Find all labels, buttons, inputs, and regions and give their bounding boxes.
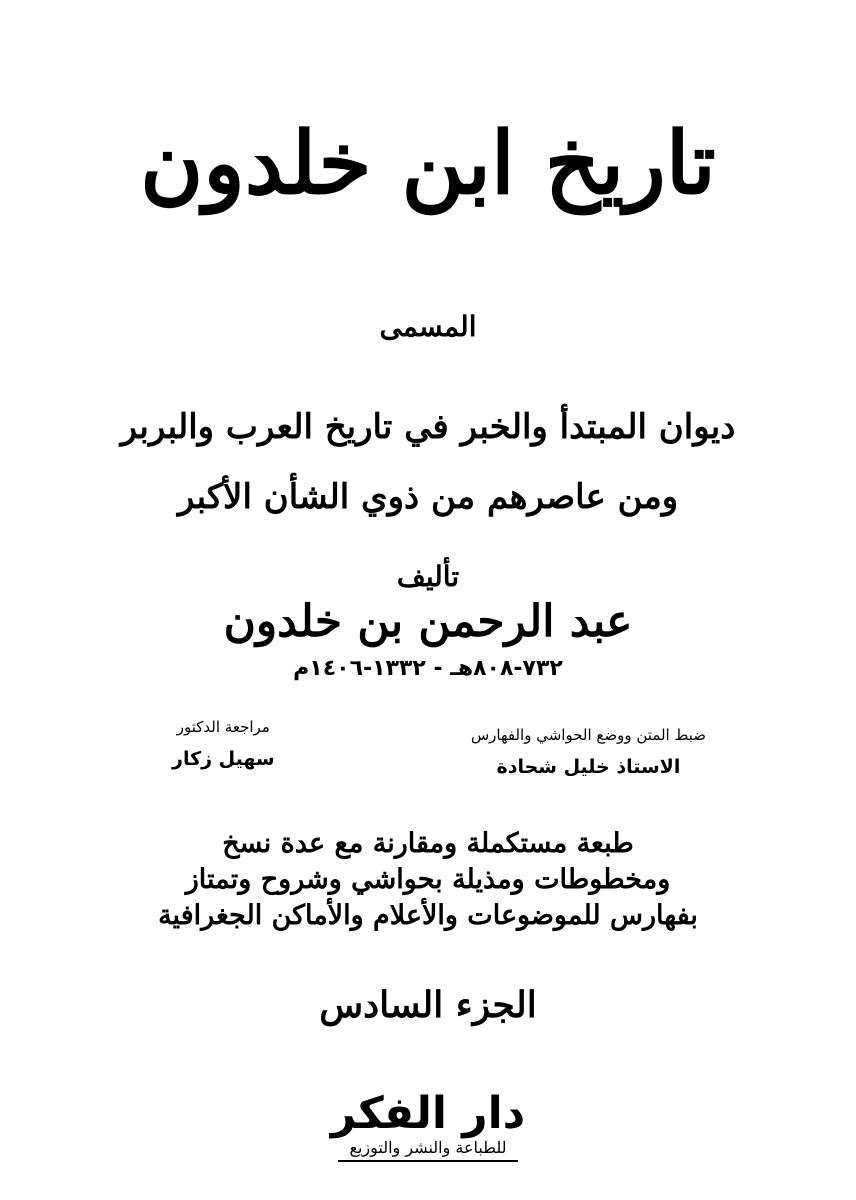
publisher-logo: دار الفكر [330,1088,526,1139]
editor-name: الاستاذ خليل شحادة [496,756,681,778]
named-label: المسمى [379,310,477,343]
authorship-label: تأليف [396,560,460,593]
author-dates: ٧٣٢-٨٠٨هـ - ١٣٣٢-١٤٠٦م [293,656,563,681]
book-title: تاريخ ابن خلدون [140,113,716,214]
reviewer-name: سهيل زكار [172,748,275,770]
editor-role: ضبط المتن ووضع الحواشي والفهارس [470,726,706,744]
publisher-tagline: للطباعة والنشر والتوزيع [349,1138,507,1157]
full-title-line-1: ديوان المبتدأ والخبر في تاريخ العرب والبربر [120,407,736,447]
reviewer-role: مراجعة الدكتور [176,718,270,736]
edition-note [0,826,856,934]
volume-label: الجزء السادس [319,984,537,1026]
reviewer-credit [172,718,275,770]
author-name: عبد الرحمن بن خلدون [223,596,633,647]
editor-credit [471,726,706,778]
full-title-line-2: ومن عاصرهم من ذوي الشأن الأكبر [177,477,679,517]
full-title [0,392,856,532]
edition-line-2: ومخطوطات ومذيلة بحواشي وشروح وتمتاز [185,864,671,895]
edition-line-3: بفهارس للموضوعات والأعلام والأماكن الجغرافية [158,900,698,931]
publisher-logo-rule [338,1160,518,1162]
edition-line-1: طبعة مستكملة ومقارنة مع عدة نسخ [222,828,634,859]
